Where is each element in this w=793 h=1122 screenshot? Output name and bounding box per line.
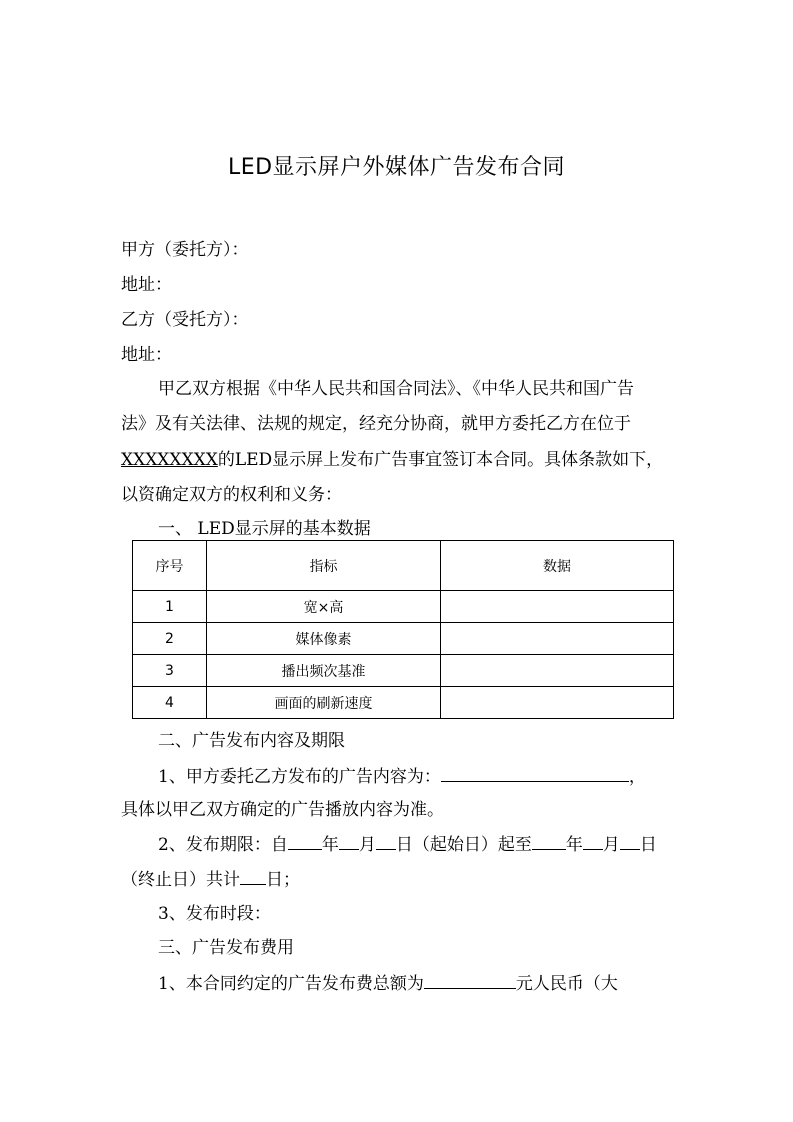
led-spec-table <box>132 540 674 719</box>
item-3-1-text: 1、本合同约定的广告发布费总额为 <box>158 974 424 994</box>
table-header-row <box>133 541 674 591</box>
table-header-cell: 序号 <box>133 541 207 591</box>
table-cell <box>441 591 674 623</box>
table-cell: 画面的刷新速度 <box>207 687 441 719</box>
party-b-address-label: 地址： <box>121 345 172 365</box>
end-month-blank <box>583 831 603 850</box>
item-3-1-currency: 元人民币（大 <box>515 974 618 994</box>
total-days-label: 日； <box>266 870 300 890</box>
section-1-heading: 一、 LED显示屏的基本数据 <box>158 519 371 539</box>
intro-paragraph-line-4: 以资确定双方的权利和义务： <box>121 485 342 505</box>
intro-paragraph-line-2: 法》及有关法律、法规的规定，经充分协商，就甲方委托乙方在位于 <box>121 414 631 434</box>
table-cell <box>441 687 674 719</box>
table-cell: 播出频次基准 <box>207 655 441 687</box>
fee-amount-blank <box>424 970 516 989</box>
section-3-heading: 三、广告发布费用 <box>158 938 294 958</box>
document-title: LED显示屏户外媒体广告发布合同 <box>227 155 566 180</box>
table-header-cell: 指标 <box>207 541 441 591</box>
table-row <box>133 687 674 719</box>
item-2-2-line-2 <box>121 866 300 893</box>
party-a-label: 甲方（委托方）： <box>121 240 249 260</box>
item-3-1-line-1 <box>158 970 618 997</box>
table-cell <box>441 655 674 687</box>
end-year-blank <box>532 831 566 850</box>
section-2-heading: 二、广告发布内容及期限 <box>158 731 345 751</box>
intro-paragraph-line-3-text: 的LED显示屏上发布广告事宜签订本合同。具体条款如下， <box>217 450 664 470</box>
party-a-address-label: 地址： <box>121 275 172 295</box>
table-cell: 2 <box>133 623 207 655</box>
item-2-2-end-text: （终止日）共计 <box>121 870 240 890</box>
end-day-label: 日 <box>639 835 657 855</box>
intro-paragraph-line-1: 甲乙双方根据《中华人民共和国合同法》、《中华人民共和国广告 <box>158 379 634 399</box>
table-cell: 4 <box>133 687 207 719</box>
start-month-blank <box>339 831 359 850</box>
table-cell: 媒体像素 <box>207 623 441 655</box>
total-days-blank <box>240 866 266 885</box>
start-year-blank <box>288 831 322 850</box>
start-year-label: 年 <box>321 835 339 855</box>
table-row <box>133 591 674 623</box>
item-2-3: 3、发布时段： <box>158 904 271 924</box>
item-2-1-comma: ， <box>628 767 646 787</box>
end-day-blank <box>620 831 640 850</box>
table-cell: 3 <box>133 655 207 687</box>
item-2-2-text: 2、发布期限：自 <box>158 835 288 855</box>
table-cell: 宽×高 <box>207 591 441 623</box>
table-row <box>133 655 674 687</box>
location-placeholder: XXXXXXXX <box>121 450 218 470</box>
content-blank <box>441 763 629 782</box>
item-2-1-line-2: 具体以甲乙双方确定的广告播放内容为准。 <box>121 800 444 820</box>
end-year-label: 年 <box>565 835 583 855</box>
table-cell <box>441 623 674 655</box>
item-2-1-text: 1、甲方委托乙方发布的广告内容为： <box>158 767 441 787</box>
end-month-label: 月 <box>602 835 620 855</box>
table-header-cell: 数据 <box>441 541 674 591</box>
start-day-blank <box>376 831 396 850</box>
item-2-1-line-1 <box>158 763 646 790</box>
table-cell: 1 <box>133 591 207 623</box>
start-day-label: 日（起始日）起至 <box>395 835 532 855</box>
party-b-label: 乙方（受托方）： <box>121 310 249 330</box>
table-row <box>133 623 674 655</box>
item-2-2-line-1 <box>158 831 657 858</box>
start-month-label: 月 <box>358 835 376 855</box>
intro-paragraph-line-3 <box>121 447 663 473</box>
